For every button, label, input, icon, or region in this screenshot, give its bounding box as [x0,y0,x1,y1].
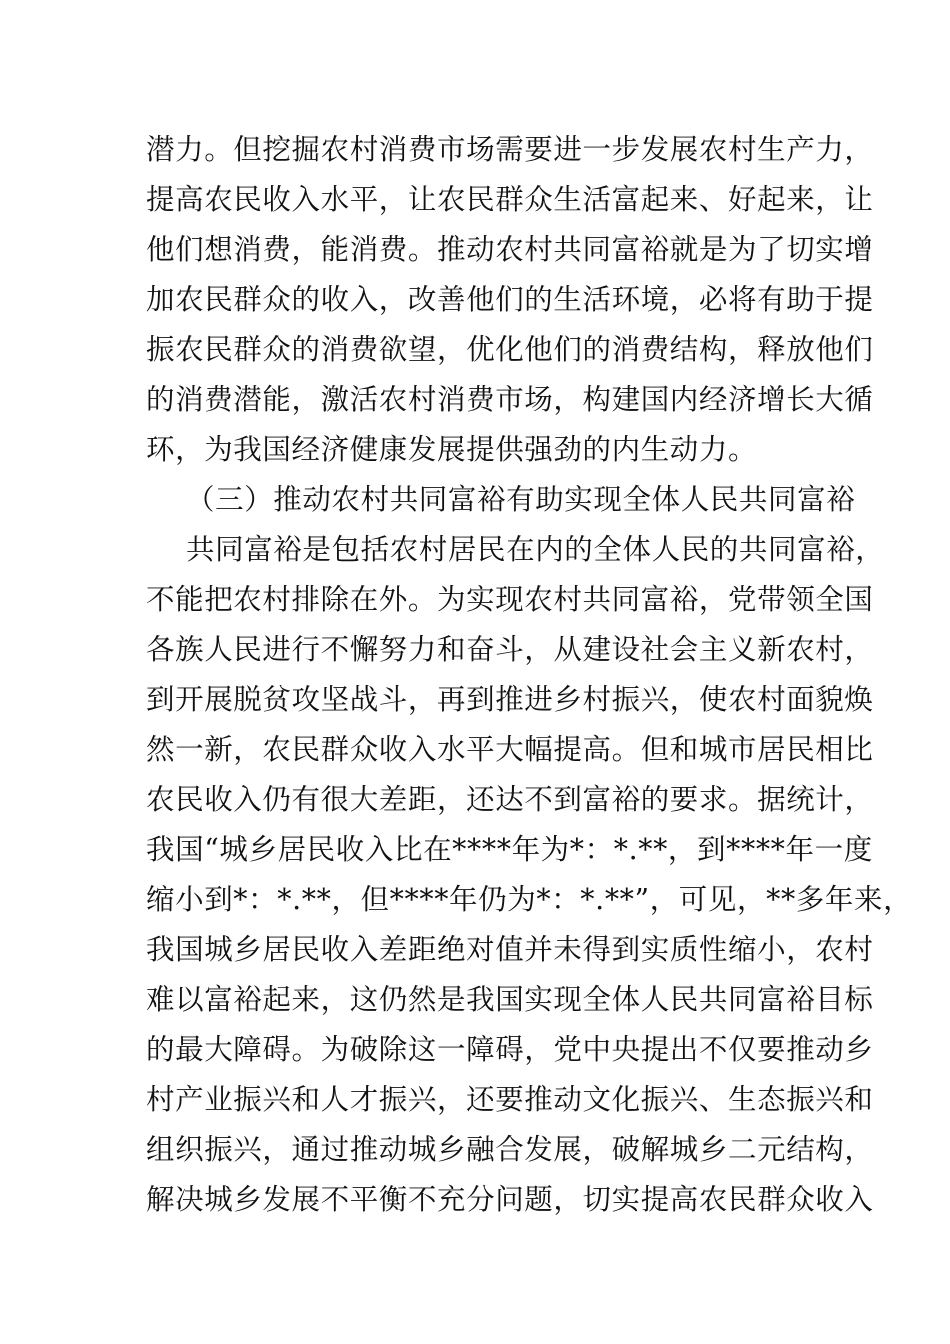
paragraph-first-line: 共同富裕是包括农村居民在内的全体人民的共同富裕， [186,533,885,566]
text-line: 然一新，农民群众收入水平大幅提高。但和城市居民相比 [146,733,874,766]
text-line: 环，为我国经济健康发展提供强劲的内生动力。 [146,433,758,466]
text-line: 到开展脱贫攻坚战斗，再到推进乡村振兴，使农村面貌焕 [146,683,874,716]
text-line: 不能把农村排除在外。为实现农村共同富裕，党带领全国 [146,583,874,616]
text-line: 的最大障碍。为破除这一障碍，党中央提出不仅要推动乡 [146,1033,874,1066]
text-line: 振农民群众的消费欲望，优化他们的消费结构，释放他们 [146,333,874,366]
section-heading: （三）推动农村共同富裕有助实现全体人民共同富裕 [186,483,856,516]
text-line: 解决城乡发展不平衡不充分问题，切实提高农民群众收入 [146,1183,874,1216]
text-line: 村产业振兴和人才振兴，还要推动文化振兴、生态振兴和 [146,1083,874,1116]
text-line: 我国“城乡居民收入比在****年为*：*.**，到****年一度 [146,833,873,866]
text-line: 各族人民进行不懈努力和奋斗，从建设社会主义新农村， [146,633,874,666]
text-line: 缩小到*：*.**，但****年仍为*：*.**”，可见，**多年来， [146,883,913,916]
text-line: 加农民群众的收入，改善他们的生活环境，必将有助于提 [146,283,874,316]
text-line: 提高农民收入水平，让农民群众生活富起来、好起来，让 [146,183,874,216]
text-line: 我国城乡居民收入差距绝对值并未得到实质性缩小，农村 [146,933,874,966]
text-line: 潜力。但挖掘农村消费市场需要进一步发展农村生产力， [146,133,874,166]
text-line: 农民收入仍有很大差距，还达不到富裕的要求。据统计， [146,783,874,816]
text-line: 的消费潜能，激活农村消费市场，构建国内经济增长大循 [146,383,874,416]
text-line: 组织振兴，通过推动城乡融合发展，破解城乡二元结构， [146,1133,874,1166]
text-line: 难以富裕起来，这仍然是我国实现全体人民共同富裕目标 [146,983,874,1016]
text-line: 他们想消费，能消费。推动农村共同富裕就是为了切实增 [146,233,874,266]
